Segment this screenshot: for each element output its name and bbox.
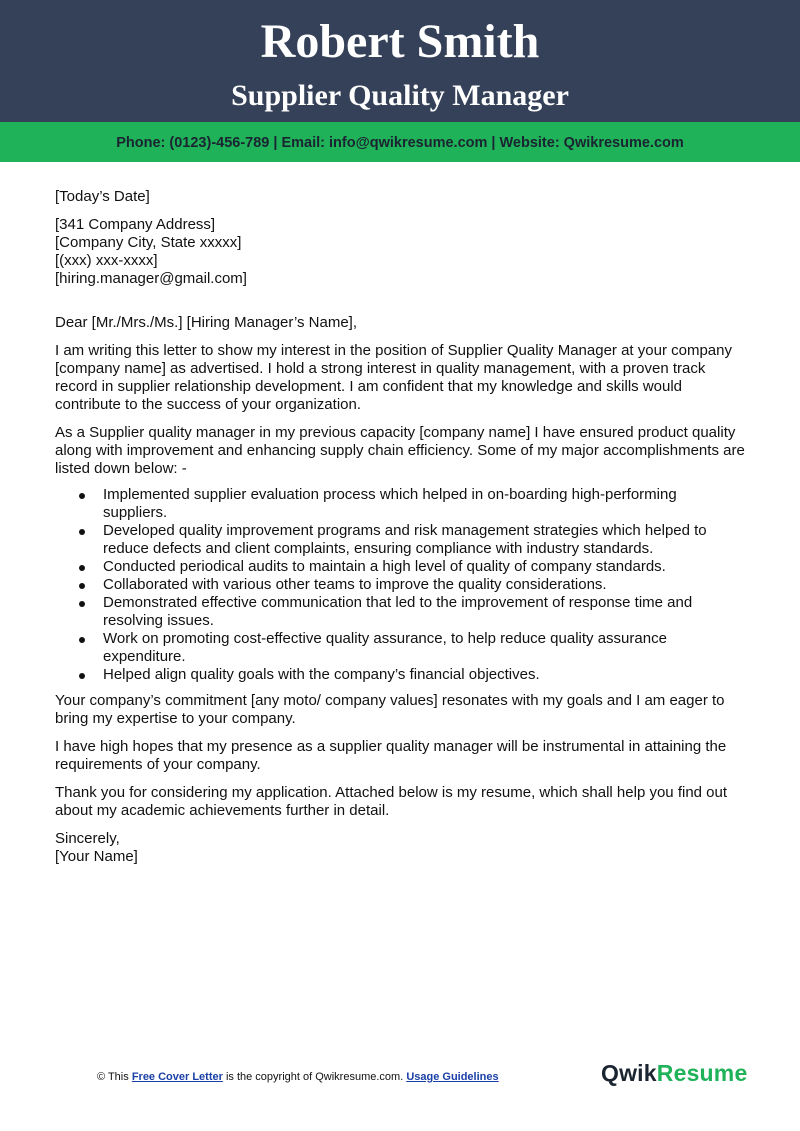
bullet-icon xyxy=(79,601,85,607)
job-title: Supplier Quality Manager xyxy=(231,79,569,112)
bullet-icon xyxy=(79,493,85,499)
qwikresume-logo[interactable] xyxy=(601,1060,747,1087)
list-item xyxy=(55,576,745,594)
list-item-text: Collaborated with various other teams to improve the quality considerations. xyxy=(103,576,607,593)
list-item xyxy=(55,558,745,576)
paragraph-hopes: I have high hopes that my presence as a supplier quality manager will be instrumental in attaining the requirements of your company. xyxy=(55,738,727,773)
bullet-icon xyxy=(79,583,85,589)
free-cover-letter-link[interactable]: Free Cover Letter xyxy=(131,1071,223,1083)
usage-guidelines-link[interactable]: Usage Guidelines xyxy=(406,1071,499,1083)
letter-body xyxy=(55,188,745,876)
contact-bar xyxy=(0,122,800,162)
bullet-icon xyxy=(79,565,85,571)
accomplishments-list xyxy=(55,486,745,684)
list-item xyxy=(55,594,745,630)
copyright-footer xyxy=(97,1071,499,1083)
footer-prefix: © This xyxy=(97,1071,132,1083)
paragraph-commitment: Your company’s commitment [any moto/ company values] resonates with my goals and I am eager to bring my expertise to your company. xyxy=(55,692,725,727)
list-item xyxy=(55,486,745,522)
list-item xyxy=(55,630,745,666)
paragraph-thanks: Thank you for considering my application. Attached below is my resume, which shall help you find out about my academic achievements further in detail. xyxy=(55,784,728,819)
list-item-text: Developed quality improvement programs and risk management strategies which helped to reduce defects and client complaints, ensuring compliance with industry standards. xyxy=(103,522,707,557)
list-item xyxy=(55,666,745,684)
applicant-name: Robert Smith xyxy=(260,15,540,68)
paragraph-intro: I am writing this letter to show my interest in the position of Supplier Quality Manager at your company [company name] as advertised. I hold a strong interest in quality management, with a proven track record in supplier relationship development. I am confident that my knowledge and skills would contribute to the success of your organization. xyxy=(55,342,732,413)
bullet-icon xyxy=(79,529,85,535)
bullet-icon xyxy=(79,637,85,643)
list-item-text: Conducted periodical audits to maintain a high level of quality of company standards. xyxy=(103,558,666,575)
list-item xyxy=(55,522,745,558)
list-item-text: Helped align quality goals with the company’s financial objectives. xyxy=(103,666,540,683)
address-line: [hiring.manager@gmail.com] xyxy=(55,270,247,287)
list-item-text: Implemented supplier evaluation process which helped in on-boarding high-performing suppliers. xyxy=(103,486,677,521)
salutation: Dear [Mr./Mrs./Ms.] [Hiring Manager’s Name], xyxy=(55,314,358,331)
address-line: [(xxx) xxx-xxxx] xyxy=(55,252,158,269)
address-line: [Company City, State xxxxx] xyxy=(55,234,242,251)
letter-date: [Today’s Date] xyxy=(55,188,150,205)
contact-info: Phone: (0123)-456-789 | Email: info@qwikresume.com | Website: Qwikresume.com xyxy=(116,135,684,151)
logo-part-resume: Resume xyxy=(656,1060,748,1086)
list-item-text: Work on promoting cost-effective quality assurance, to help reduce quality assurance expenditure. xyxy=(103,630,667,665)
address-line: [341 Company Address] xyxy=(55,216,216,233)
signature: [Your Name] xyxy=(55,848,138,865)
list-item-text: Demonstrated effective communication that led to the improvement of response time and resolving issues. xyxy=(103,594,693,629)
header-banner xyxy=(0,0,800,122)
recipient-address xyxy=(55,216,745,288)
paragraph-experience: As a Supplier quality manager in my previous capacity [company name] I have ensured product quality along with improvement and enhancing supply chain efficiency. Some of my major accomplishments are listed down below: - xyxy=(55,424,745,477)
logo-part-qwik: Qwik xyxy=(601,1060,657,1086)
bullet-icon xyxy=(79,673,85,679)
closing: Sincerely, xyxy=(55,830,120,847)
sign-off xyxy=(55,830,745,866)
footer-middle: is the copyright of Qwikresume.com. xyxy=(222,1071,407,1083)
